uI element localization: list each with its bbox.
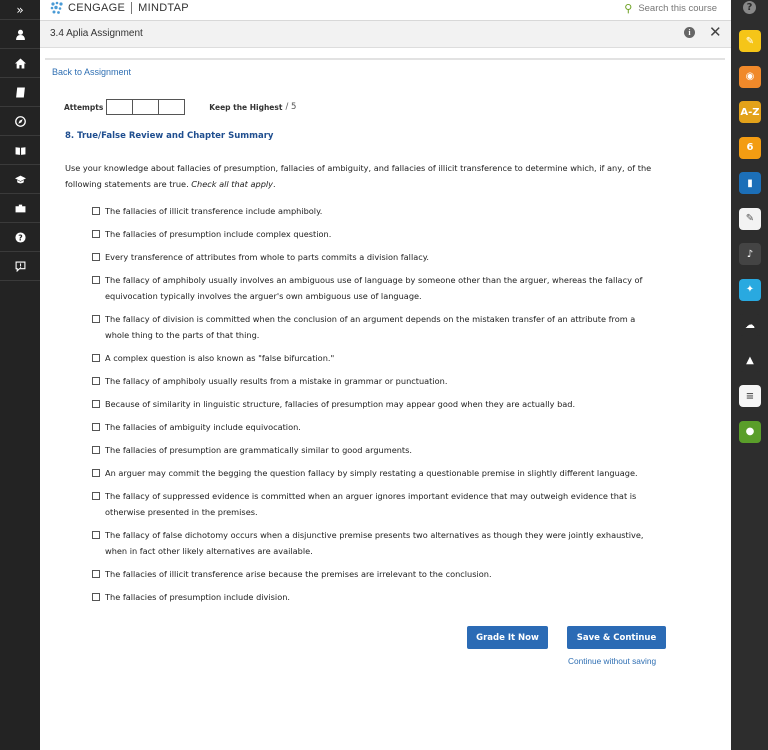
answer-option-label: Because of similarity in linguistic structure, fallacies of presumption may appear good when they are actually bad. — [105, 399, 576, 409]
search-icon: ⚲ — [624, 3, 633, 15]
answer-option-label: The fallacies of presumption are grammatically similar to good arguments. — [105, 445, 412, 455]
question-prompt — [65, 160, 665, 192]
cengage-logo-icon — [50, 1, 64, 15]
nav-open-book[interactable] — [0, 136, 40, 165]
answer-option-label: The fallacy of amphiboly usually involves an ambiguous use of language by someone other than the arguer, whereas the fallacy of equivocation typically involves the arguer's own ambiguous use of language. — [105, 275, 643, 301]
a-z-icon[interactable]: A-Z — [739, 101, 761, 123]
svg-text:?: ? — [17, 232, 23, 242]
nav-graduation[interactable] — [0, 165, 40, 194]
save-and-continue-button[interactable]: Save & Continue — [567, 626, 666, 649]
help-icon — [15, 232, 26, 243]
nav-home[interactable] — [0, 49, 40, 78]
answer-checkbox[interactable] — [92, 423, 100, 431]
open-book-icon — [15, 145, 26, 156]
prompt-period: . — [273, 179, 276, 189]
user-icon — [15, 29, 26, 40]
answer-checkbox[interactable] — [92, 469, 100, 477]
attempts-boxes — [107, 99, 185, 115]
answer-option[interactable] — [92, 272, 662, 304]
answer-option-label: The fallacy of division is committed when the conclusion of an argument depends on the mistaken transfer of an attribute from a whole thing to the parts of that thing. — [105, 314, 636, 340]
answer-option[interactable] — [92, 589, 662, 605]
answer-option[interactable] — [92, 373, 662, 389]
answer-option[interactable] — [92, 442, 662, 458]
attempt-box — [106, 99, 133, 115]
answer-checkbox[interactable] — [92, 276, 100, 284]
answer-option-label: Every transference of attributes from whole to parts commits a division fallacy. — [105, 252, 430, 262]
book-icon — [15, 87, 26, 98]
nav-compass[interactable] — [0, 107, 40, 136]
music-note-icon[interactable]: ♪ — [739, 243, 761, 265]
nav-briefcase[interactable] — [0, 194, 40, 223]
answer-option-label: The fallacies of presumption include complex question. — [105, 229, 332, 239]
answer-checkbox[interactable] — [92, 253, 100, 261]
answer-options — [92, 203, 662, 612]
brand-separator — [131, 2, 132, 14]
answer-option[interactable] — [92, 396, 662, 412]
keep-highest-label: Keep the Highest — [209, 102, 283, 112]
answer-checkbox[interactable] — [92, 400, 100, 408]
notepad-icon[interactable]: ✎ — [739, 208, 761, 230]
attempts-count: / 5 — [285, 102, 297, 112]
brand-logo — [50, 1, 189, 15]
attempts-row — [64, 99, 296, 115]
briefcase-icon — [15, 203, 26, 214]
answer-option[interactable] — [92, 566, 662, 582]
assignment-content — [40, 48, 731, 750]
brand-product: MINDTAP — [138, 2, 189, 14]
answer-checkbox[interactable] — [92, 446, 100, 454]
answer-option[interactable] — [92, 203, 662, 219]
activity-title-bar — [40, 21, 731, 48]
compass-icon — [15, 116, 26, 127]
top-bar — [40, 0, 731, 21]
blue-book-icon[interactable]: ▮ — [739, 172, 761, 194]
answer-option-label: The fallacies of illicit transference arise because the premises are irrelevant to the conclusion. — [105, 569, 492, 579]
search-input[interactable]: Search this course — [638, 3, 717, 14]
continue-without-saving-link[interactable]: Continue without saving — [568, 656, 657, 666]
page-title: 3.4 Aplia Assignment — [50, 28, 143, 39]
help-icon[interactable]: ? — [743, 1, 756, 14]
answer-option[interactable] — [92, 465, 662, 481]
grade-it-now-button[interactable]: Grade It Now — [467, 626, 548, 649]
answer-option[interactable] — [92, 488, 662, 520]
left-navigation — [0, 0, 40, 750]
prompt-instruction: Check all that apply — [191, 179, 274, 189]
back-to-assignment-link[interactable]: Back to Assignment — [52, 67, 132, 77]
expand-nav-button[interactable] — [0, 0, 40, 20]
answer-option-label: The fallacies of illicit transference include amphiboly. — [105, 206, 323, 216]
attempt-box — [158, 99, 185, 115]
green-profile-icon[interactable]: ● — [739, 421, 761, 443]
home-icon — [15, 58, 26, 69]
answer-checkbox[interactable] — [92, 492, 100, 500]
graduation-cap-icon — [15, 174, 26, 185]
nav-help[interactable] — [0, 223, 40, 252]
answer-checkbox[interactable] — [92, 315, 100, 323]
app-dock — [731, 0, 768, 750]
answer-checkbox[interactable] — [92, 593, 100, 601]
attempts-label: Attempts — [64, 102, 104, 112]
answer-option[interactable] — [92, 419, 662, 435]
answer-option-label: An arguer may commit the begging the question fallacy by simply restating a questionable premise in slightly different language. — [105, 468, 638, 478]
answer-checkbox[interactable] — [92, 207, 100, 215]
answer-option-label: The fallacy of amphiboly usually results from a mistake in grammar or punctuation. — [105, 376, 448, 386]
answer-option[interactable] — [92, 226, 662, 242]
answer-checkbox[interactable] — [92, 570, 100, 578]
divider — [45, 58, 725, 60]
google-drive-icon[interactable]: ▲ — [739, 350, 761, 372]
pencil-icon[interactable]: ✎ — [739, 30, 761, 52]
answer-checkbox[interactable] — [92, 531, 100, 539]
info-icon[interactable]: i — [684, 27, 695, 38]
question-title: 8. True/False Review and Chapter Summary — [65, 131, 274, 141]
brand-company: CENGAGE — [68, 2, 126, 14]
attempt-box — [132, 99, 159, 115]
orange-circle-app-icon[interactable]: 6 — [739, 137, 761, 159]
nav-feedback[interactable] — [0, 252, 40, 281]
nav-user[interactable] — [0, 20, 40, 49]
notes-icon[interactable]: ≡ — [739, 385, 761, 407]
rss-icon[interactable]: ◉ — [739, 66, 761, 88]
answer-option[interactable] — [92, 311, 662, 343]
nav-book[interactable] — [0, 78, 40, 107]
answer-option-label: The fallacies of ambiguity include equivocation. — [105, 422, 301, 432]
kaltura-icon[interactable]: ✦ — [739, 279, 761, 301]
onedrive-icon[interactable]: ☁ — [739, 314, 761, 336]
answer-checkbox[interactable] — [92, 230, 100, 238]
course-search[interactable] — [624, 2, 717, 15]
feedback-icon — [15, 261, 26, 272]
expand-icon: » — [16, 2, 24, 17]
answer-option-label: A complex question is also known as "false bifurcation." — [105, 353, 335, 363]
answer-option-label: The fallacy of suppressed evidence is committed when an arguer ignores important evidence that may outweigh evidence that is otherwise presented in the premises. — [105, 491, 637, 517]
answer-option[interactable] — [92, 527, 662, 559]
answer-checkbox[interactable] — [92, 377, 100, 385]
answer-option-label: The fallacies of presumption include division. — [105, 592, 291, 602]
answer-option[interactable] — [92, 249, 662, 265]
answer-option-label: The fallacy of false dichotomy occurs when a disjunctive premise presents two alternatives as though they were jointly exhaustive, when in fact other likely alternatives are available. — [105, 530, 644, 556]
answer-option[interactable] — [92, 350, 662, 366]
answer-checkbox[interactable] — [92, 354, 100, 362]
close-icon[interactable]: ✕ — [709, 23, 722, 41]
prompt-text: Use your knowledge about fallacies of presumption, fallacies of ambiguity, and fallacies of illicit transference to determine which, if any, of the following statements are true. — [65, 163, 652, 189]
